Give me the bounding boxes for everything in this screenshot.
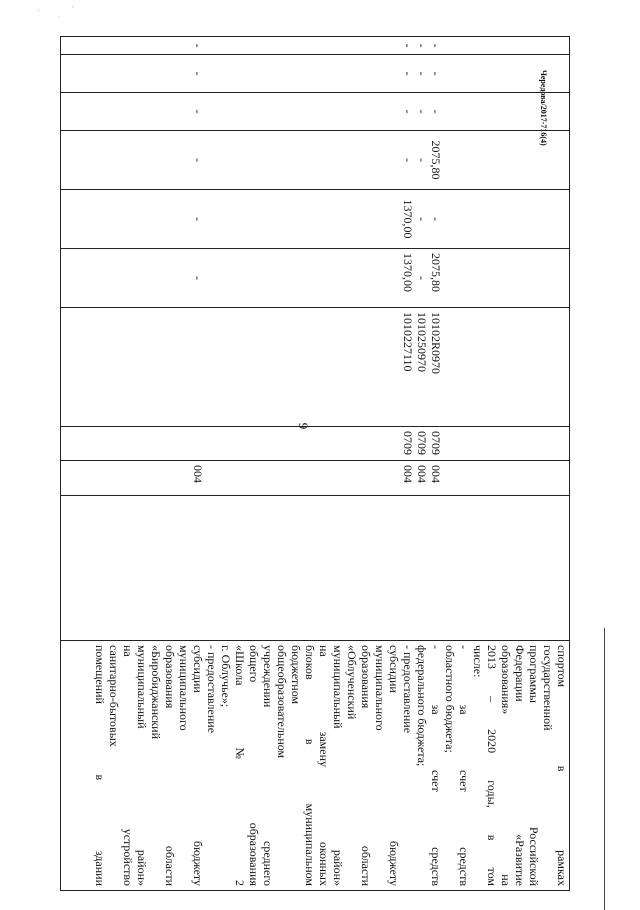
description-line: - за счет средств xyxy=(429,645,443,886)
description-line: общего образования xyxy=(247,645,261,886)
row3-col-c: - xyxy=(401,158,415,162)
description-line: - предоставление xyxy=(401,645,415,734)
row1-col-f: - xyxy=(429,43,443,48)
row3-col-e: - xyxy=(401,71,415,76)
budget-table xyxy=(60,36,570,891)
description-line: образования области xyxy=(359,645,373,886)
col-ministry xyxy=(61,461,570,496)
description-line: образования» на xyxy=(499,645,513,886)
description-text xyxy=(93,641,569,890)
row3-article: 1010227110 xyxy=(401,312,415,372)
description-line: общеобразовательном xyxy=(275,645,289,759)
description-line: муниципального xyxy=(177,645,191,731)
description-line: числе: xyxy=(471,645,485,678)
row3-ministry: 004 xyxy=(401,465,415,483)
description-line: «Облученский xyxy=(345,645,359,720)
col-section xyxy=(61,427,570,461)
col-total xyxy=(61,249,570,308)
col-b xyxy=(61,190,570,249)
margin-line xyxy=(604,628,605,910)
scan-mark: · xyxy=(58,14,60,20)
description-line: блоков в муниципальном xyxy=(303,645,317,886)
row2-section: 0709 xyxy=(415,431,429,455)
row3-section: 0709 xyxy=(401,431,415,455)
description-line: на устройство xyxy=(121,645,135,886)
row1-total: 2075,80 xyxy=(429,253,443,292)
row1-col-c: 2075,80 xyxy=(429,140,443,180)
col-empty xyxy=(61,496,570,641)
scan-mark: ʼ xyxy=(72,6,74,12)
description-line: помещений в здании xyxy=(93,645,107,886)
row3-col-f: - xyxy=(401,43,415,48)
document-id: Чередова/2017-716(4) xyxy=(539,70,548,146)
col-description xyxy=(61,641,570,891)
row2-col-e: - xyxy=(415,71,429,76)
description-line: муниципального xyxy=(373,645,387,731)
row2-ministry: 004 xyxy=(415,465,429,483)
col-f xyxy=(61,37,570,55)
col-c xyxy=(61,131,570,190)
row1-article: 10102R0970 xyxy=(429,312,443,375)
col-article xyxy=(61,308,570,427)
row1-ministry: 004 xyxy=(429,465,443,483)
row4-col-d: - xyxy=(191,109,205,114)
description-line: субсидии бюджету xyxy=(387,645,401,886)
description-line: спортом в рамках xyxy=(555,645,569,886)
row1-section: 0709 xyxy=(429,431,443,455)
description-line: областного бюджета; xyxy=(443,645,457,753)
description-line: санитарно-бытовых xyxy=(107,645,121,747)
row2-total: - xyxy=(415,276,429,280)
row3-total: 1370,00 xyxy=(401,253,415,292)
description-line: муниципальный район» xyxy=(135,645,149,886)
description-line: Федерации «Развитие xyxy=(513,645,527,886)
row4-total: - xyxy=(191,276,205,280)
description-line: учреждении среднего xyxy=(261,645,275,886)
row3-col-d: - xyxy=(401,109,415,114)
row4-col-c: - xyxy=(191,158,205,162)
description-line: образования области xyxy=(163,645,177,886)
row2-article: 1010250970 xyxy=(415,312,429,372)
row4-col-b: - xyxy=(191,217,205,221)
row3-col-b: 1370,00 xyxy=(401,199,415,239)
row4-col-f: - xyxy=(191,43,205,48)
row2-col-f: - xyxy=(415,43,429,48)
description-line: муниципальный район» xyxy=(331,645,345,886)
description-line: субсидии бюджету xyxy=(191,645,205,886)
description-line: на замену оконных xyxy=(317,645,331,886)
description-line: - предоставление xyxy=(205,645,219,734)
row1-col-b: - xyxy=(429,217,443,221)
description-line: бюджетном xyxy=(289,645,303,705)
description-line: федерального бюджета; xyxy=(415,645,429,767)
description-line: г. Облучье»; xyxy=(219,645,233,708)
description-line: программы Российской xyxy=(527,645,541,886)
page-number: 6 xyxy=(295,422,311,430)
row2-col-b: - xyxy=(415,217,429,221)
col-e xyxy=(61,55,570,93)
col-d xyxy=(61,93,570,131)
description-line: - за счет средств xyxy=(457,645,471,886)
row2-col-d: - xyxy=(415,109,429,114)
row4-ministry: 004 xyxy=(191,465,205,483)
description-line: 2013 – 2020 годы, в том xyxy=(485,645,499,886)
description-line: «Биробиджанский xyxy=(149,645,163,739)
description-line: «Школа № 2 xyxy=(233,645,247,886)
row1-col-e: - xyxy=(429,71,443,76)
scan-mark: ' xyxy=(38,10,40,16)
row1-col-d: - xyxy=(429,109,443,114)
row2-col-c: - xyxy=(415,158,429,162)
description-line: государственной xyxy=(541,645,555,731)
rotated-table xyxy=(60,36,570,890)
row4-col-e: - xyxy=(191,71,205,76)
